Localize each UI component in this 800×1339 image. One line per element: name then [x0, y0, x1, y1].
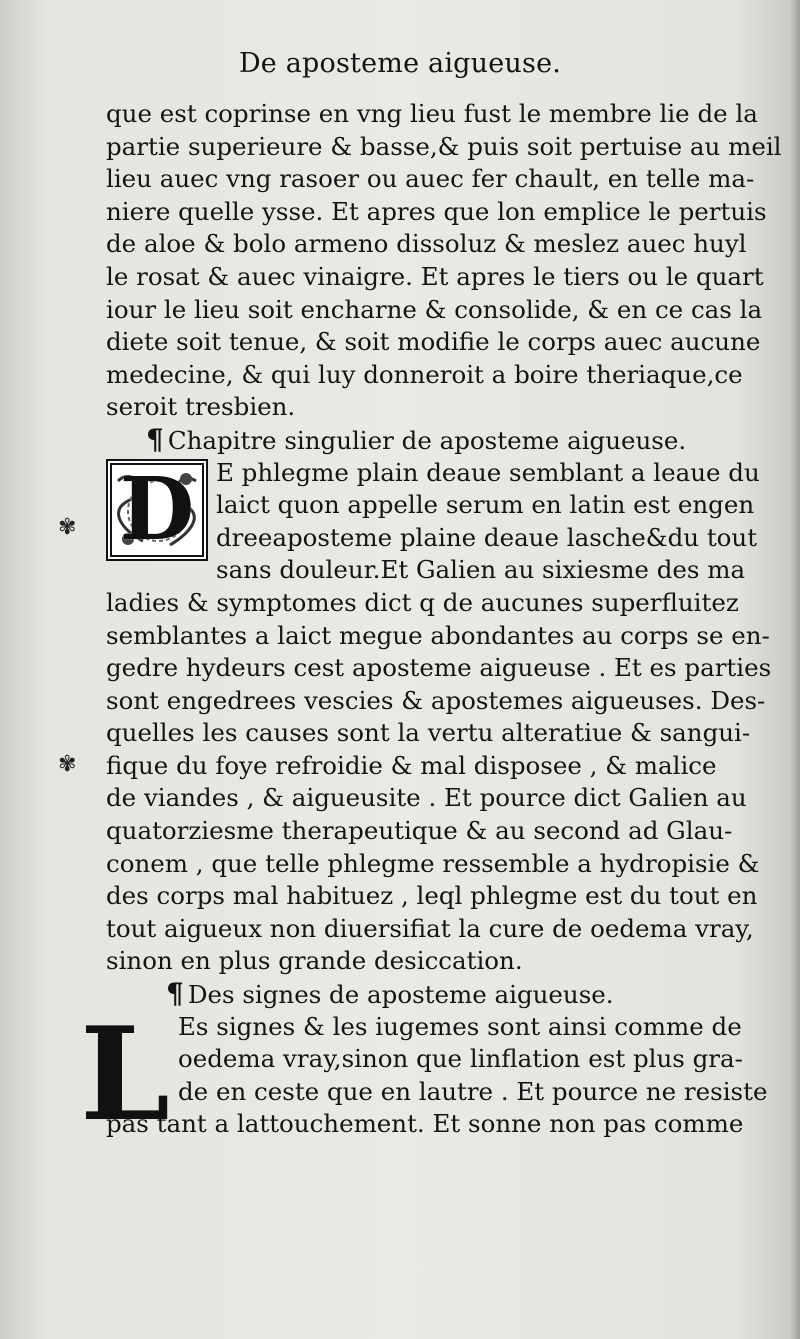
text-line: partie superieure & basse,& puis soit pertuise au meil — [106, 131, 782, 161]
large-initial-letter: L — [80, 999, 170, 1150]
text-line: semblantes a laict megue abondantes au corps se en- — [106, 620, 770, 650]
chapter-heading-text: Chapitre singulier de aposteme aigueuse. — [167, 425, 687, 455]
text-line: de aloe & bolo armeno dissoluz & meslez auec huyl — [106, 229, 747, 259]
text-line: dreeaposteme plaine deaue lasche&du tout — [216, 522, 758, 552]
text-line: sinon en plus grande desiccation. — [106, 946, 523, 976]
text-line: gedre hydeurs cest aposteme aigueuse . Et es parties — [106, 653, 772, 683]
text-line: fique du foye refroidie & mal disposee , & malice — [106, 750, 717, 780]
margin-flower-icon: ✾ — [58, 752, 77, 777]
text-line: tout aigueux non diuersifiat la cure de oedema vray, — [106, 913, 754, 943]
text-line: medecine, & qui luy donneroit a boire theriaque,ce — [106, 359, 743, 389]
text-line: laict quon appelle serum en latin est engen — [216, 490, 755, 520]
text-line: sont engedrees vescies & apostemes aigueuses. Des- — [106, 685, 766, 715]
chapter-heading — [106, 424, 746, 457]
dropcap-letter: D — [119, 458, 195, 560]
text-line: le rosat & auec vinaigre. Et apres le tiers ou le quart — [106, 261, 764, 291]
text-line: iour le lieu soit encharne & consolide, & en ce cas la — [106, 294, 763, 324]
text-line: que est coprinse en vng lieu fust le membre lie de la — [106, 99, 758, 128]
dropcap-paragraph — [106, 457, 760, 587]
body-text — [80, 98, 782, 1150]
decorated-initial — [106, 459, 208, 561]
margin-flower-icon: ✾ — [58, 515, 77, 540]
text-line: ladies & symptomes dict q de aucunes superfluitez — [106, 587, 739, 617]
text-line: de en ceste que en lautre . Et pource ne resiste — [178, 1076, 768, 1106]
text-line: quelles les causes sont la vertu alteratiue & sangui- — [106, 718, 751, 748]
text-line: E phlegme plain deaue semblant a leaue du — [216, 457, 760, 487]
pilcrow-icon: ¶ — [166, 977, 184, 1011]
running-head: De aposteme aigueuse. — [238, 48, 562, 79]
pilcrow-icon: ¶ — [146, 422, 164, 456]
text-line: quatorziesme therapeutique & au second ad Glau- — [106, 816, 733, 846]
text-line: pas tant a lattouchement. Et sonne non pas comme — [106, 1109, 744, 1139]
text-line: Es signes & les iugemes sont ainsi comme de — [178, 1011, 742, 1041]
text-line: diete soit tenue, & soit modifie le corps auec aucune — [106, 327, 761, 357]
section-heading-text: Des signes de aposteme aigueuse. — [187, 980, 614, 1010]
text-line: de viandes , & aigueusite . Et pource dict Galien au — [106, 783, 747, 813]
text-line: des corps mal habituez , leql phlegme est du tout en — [106, 881, 758, 911]
text-line: seroit tresbien. — [106, 392, 296, 422]
text-line: sans douleur.Et Galien au sixiesme des ma — [216, 555, 746, 585]
section-heading — [106, 978, 746, 1011]
text-line: oedema vray,sinon que linflation est plus gra- — [178, 1044, 743, 1074]
page-edge — [790, 0, 800, 1339]
text-line: niere quelle ysse. Et apres que lon emplice le pertuis — [106, 196, 767, 226]
text-line: lieu auec vng rasoer ou auec fer chault, en telle ma- — [106, 164, 755, 194]
text-line: conem , que telle phlegme ressemble a hydropisie & — [106, 848, 760, 878]
